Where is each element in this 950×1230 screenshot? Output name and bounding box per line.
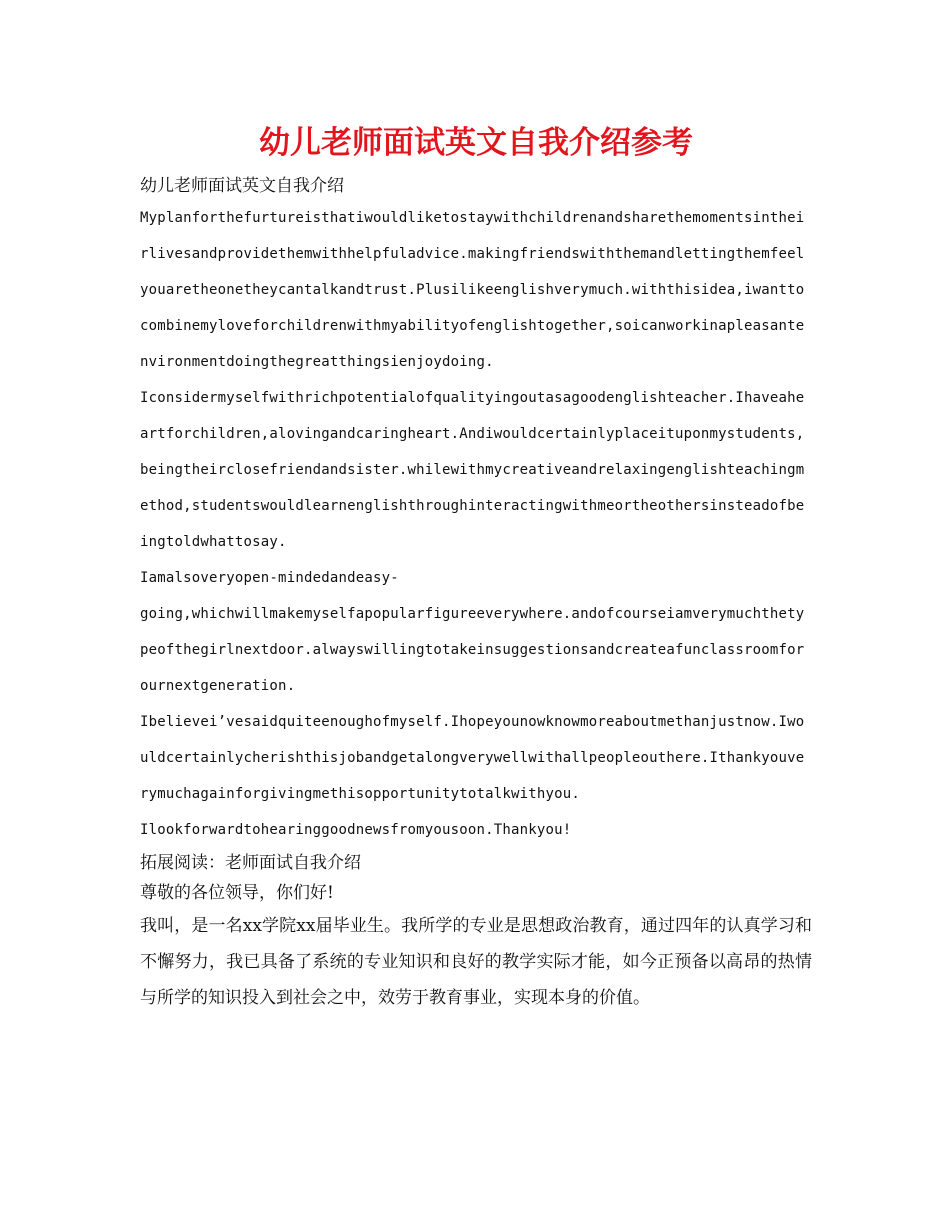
english-paragraph-4: going,whichwillmakemyselfapopularfigureeverywhere.andofcourseiamverymuchthetypeofthegirlnextdoor.alwayswillingtotakeinsuggestionsandcreateafunclassroomforournextgeneration. [140, 606, 805, 694]
english-paragraph-5: Ibelievei’vesaidquiteenoughofmyself.Ihopeyounowknowmoreaboutmethanjustnow.Iwouldcertainlycherishthisjobandgetalongverywellwithallpeopleouthere.Ithankyouverymuchagainforgivingmethisopportunitytotalkwithyou. [140, 714, 805, 802]
chinese-paragraph: 我叫，是一名xx学院xx届毕业生。我所学的专业是思想政治教育，通过四年的认真学习和不懈努力，我已具备了系统的专业知识和良好的教学实际才能，如今正预备以高昂的热情与所学的知识投入到社会之中，效劳于教育事业，实现本身的价值。 [140, 916, 812, 1008]
english-paragraph-1: Myplanforthefurtureisthatiwouldliketostaywithchildrenandsharethemomentsintheirlivesandprovidethemwithhelpfuladvice.makingfriendswiththemandlettingthemfeelyouaretheonetheycantalkandtrust.Plusilikeenglishverymuch.withthisidea,iwanttocombinemyloveforchildrenwithmyabilityofenglishtogether,soicanworkinapleasantenvironmentdoingthegreatthingsienjoydoing. [140, 210, 805, 370]
english-paragraph-6: Ilookforwardtohearinggoodnewsfromyousoon.Thankyou! [140, 822, 572, 838]
greeting: 尊敬的各位领导，你们好! [140, 883, 334, 903]
extended-reading-heading: 拓展阅读：老师面试自我介绍 [140, 853, 361, 873]
english-paragraph-3: Iamalsoveryopen-mindedandeasy- [140, 570, 399, 586]
document-subtitle: 幼儿老师面试英文自我介绍 [140, 176, 344, 196]
english-paragraph-2: Iconsidermyselfwithrichpotentialofqualityingoutasagoodenglishteacher.Ihaveaheartforchildren,alovingandcaringheart.Andiwouldcertainlyplaceituponmystudents,beingtheirclosefriendandsister.whilewithmycreativeandrelaxingenglishteachingmethod,studentswouldlearnenglishthroughinteractingwithmeortheothersinsteadofbeingtoldwhattosay. [140, 390, 805, 550]
document-title: 幼儿老师面试英文自我介绍参考 [259, 125, 693, 161]
document-page [140, 118, 812, 1016]
